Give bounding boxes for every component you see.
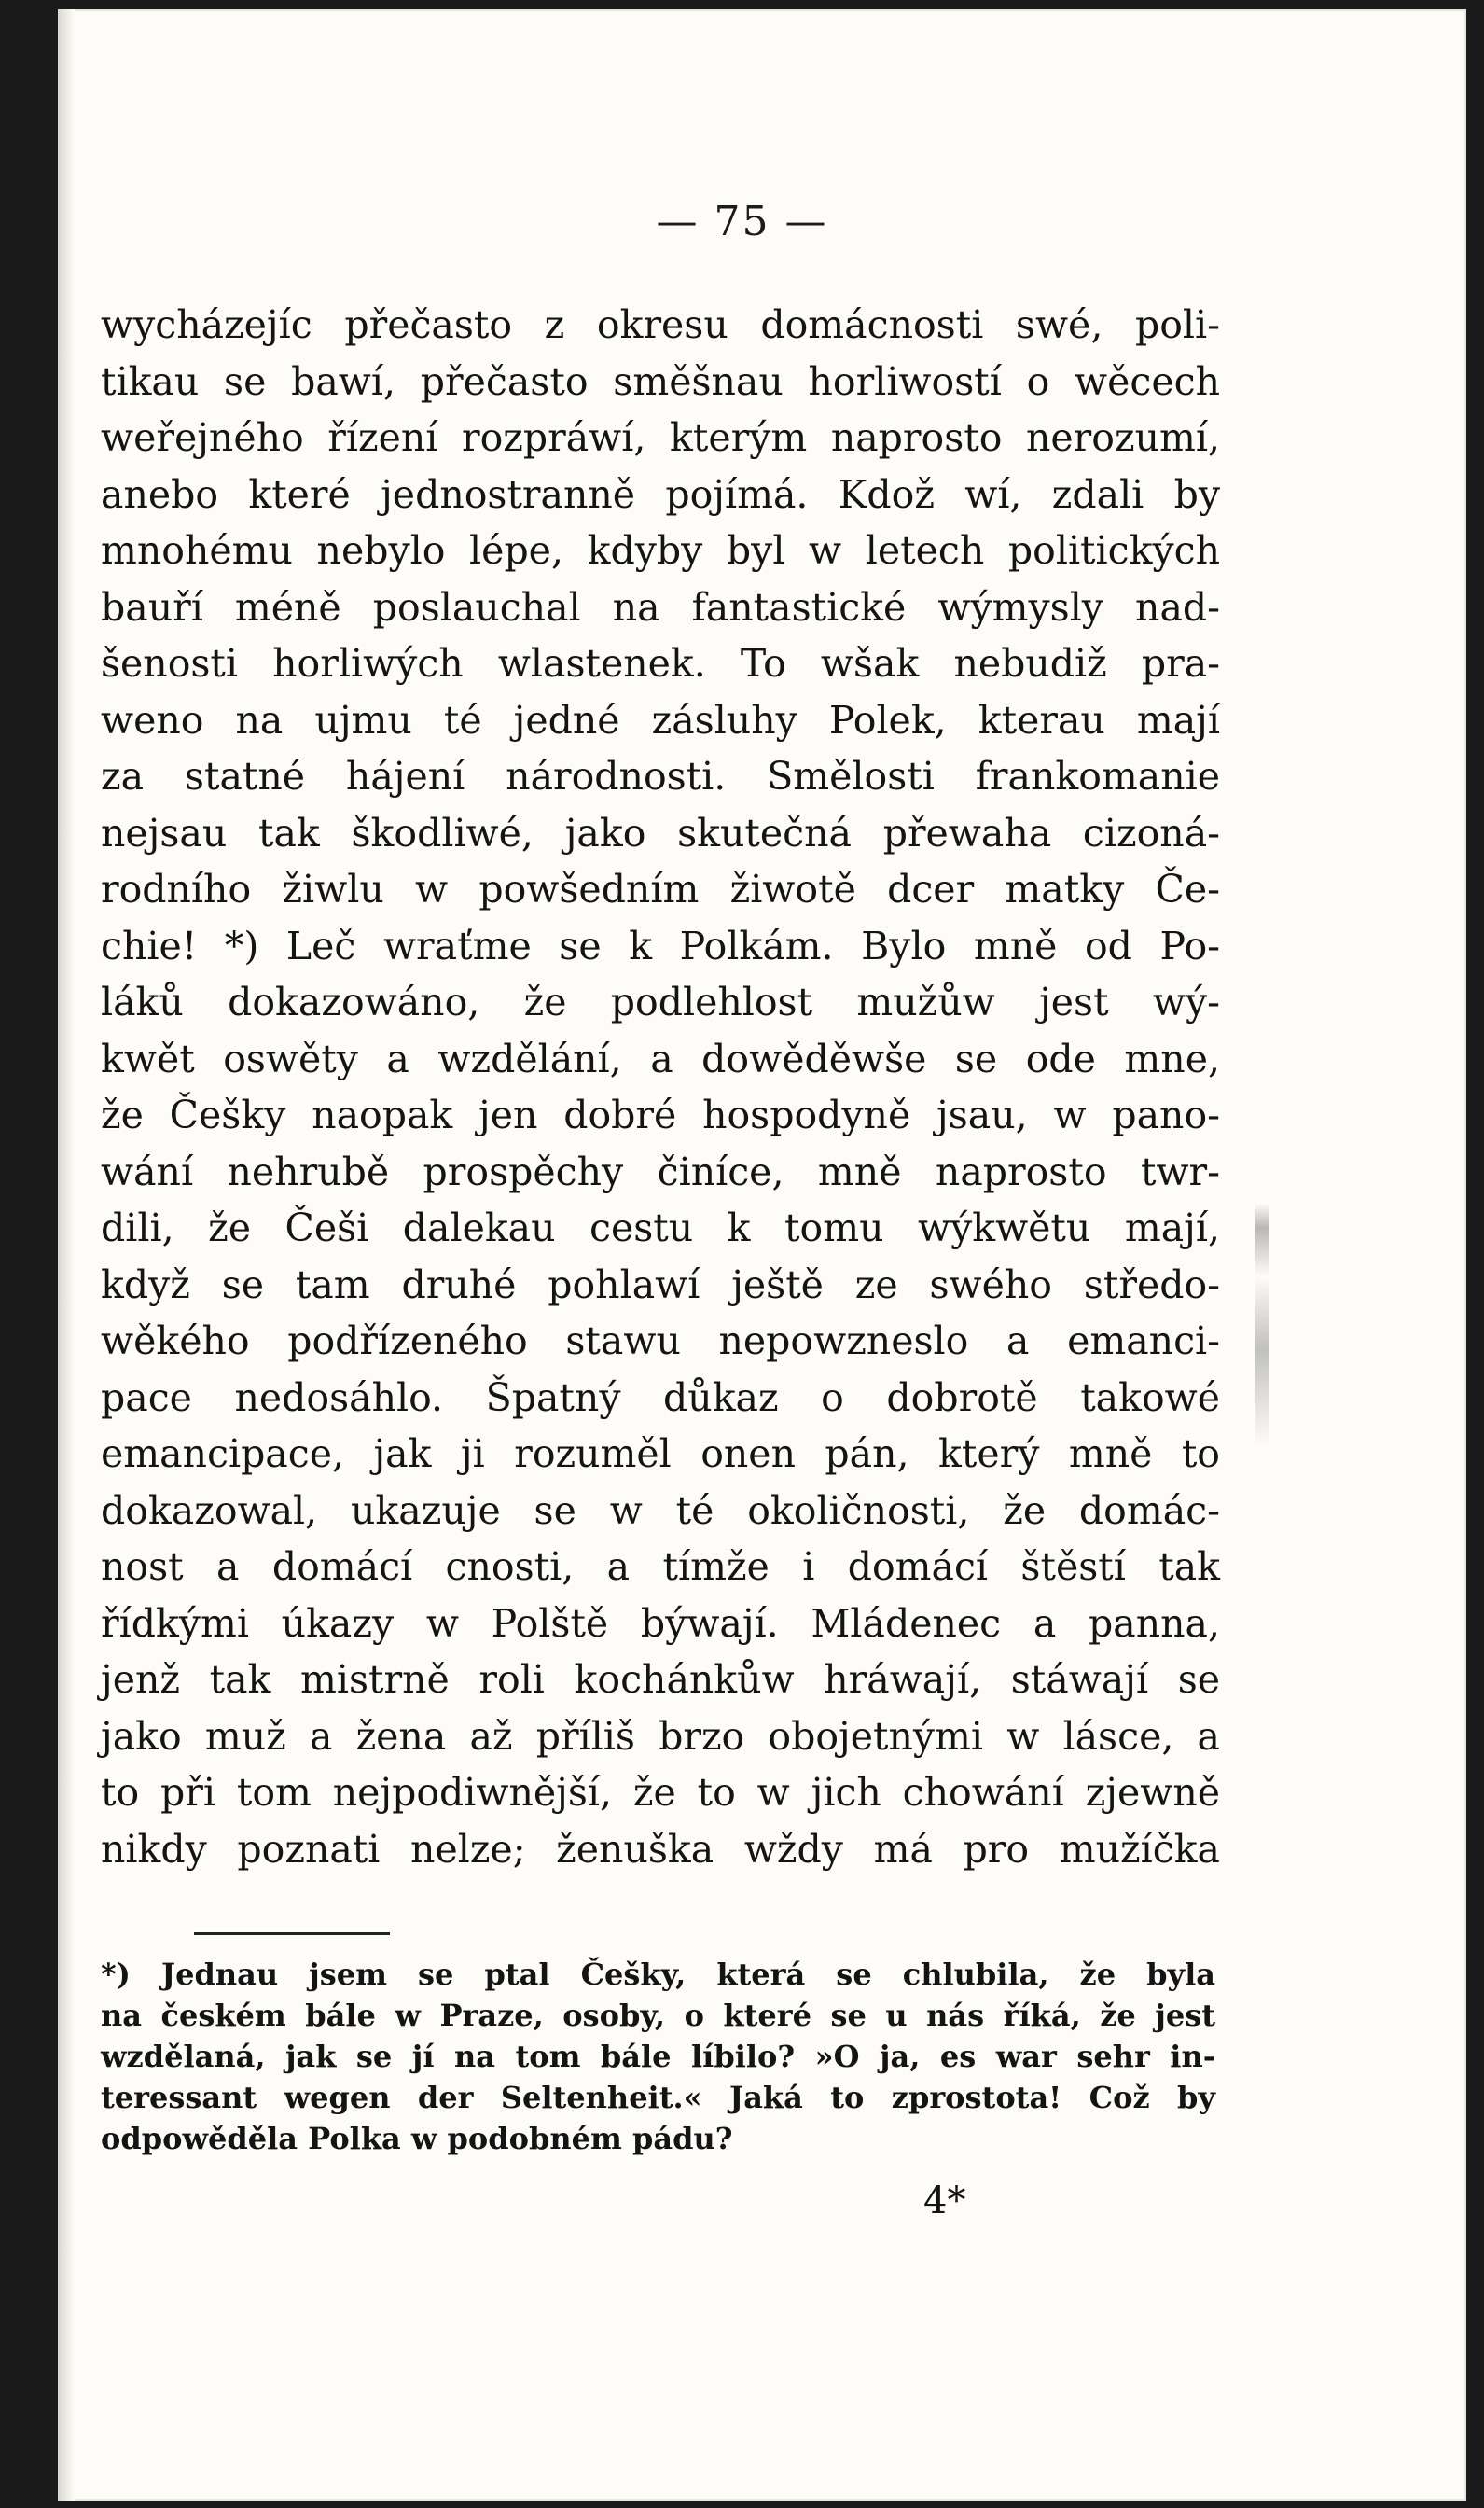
text-line: weřejného řízení rozpráwí, kterým naprosto nerozumí,	[101, 415, 1220, 460]
body-text	[101, 297, 1220, 1877]
footnote-line: *) Jednau jsem se ptal Češky, která se chlubila, že byla	[101, 1957, 1215, 1992]
text-line: řídkými úkazy w Polště býwají. Mládenec a panna,	[101, 1600, 1220, 1646]
text-line: emancipace, jak ji rozuměl onen pán, který mně to	[101, 1431, 1220, 1476]
text-line: wěkého podřízeného stawu nepowzneslo a emanci-	[101, 1318, 1220, 1363]
scan-edge-marks	[1255, 1204, 1269, 1446]
text-line: šenosti horliwých wlastenek. To wšak nebudiž pra-	[101, 641, 1220, 686]
text-line: kwět oswěty a wzdělání, a dowěděwše se ode mne,	[101, 1036, 1220, 1081]
text-line: to při tom nejpodiwnější, že to w jich chowání zjewně	[101, 1770, 1220, 1815]
text-line: když se tam druhé pohlawí ještě ze swého středo-	[101, 1261, 1220, 1307]
footnote-divider	[194, 1932, 390, 1935]
footnote-line: na českém bále w Praze, osoby, o které se u nás říká, že jest	[101, 1998, 1215, 2033]
footnote-line: teressant wegen der Seltenheit.« Jaká to zprostota! Což by	[101, 2080, 1215, 2115]
text-line: dokazowal, ukazuje se w té okoličnosti, že domác-	[101, 1487, 1220, 1533]
text-line: tikau se bawí, přečasto směšnau horliwostí o wěcech	[101, 358, 1220, 404]
text-line: jako muž a žena až příliš brzo obojetnými w lásce, a	[101, 1713, 1220, 1759]
page-number: — 75 —	[656, 198, 828, 245]
text-line: pace nedosáhlo. Špatný důkaz o dobrotě takowé	[101, 1374, 1220, 1420]
page-gutter-shadow	[58, 9, 75, 2501]
text-line: nikdy poznati nelze; ženuška wždy má pro mužíčka	[101, 1826, 1220, 1872]
signature-mark: 4*	[923, 2180, 966, 2222]
text-line: láků dokazowáno, že podlehlost mužůw jest wý-	[101, 980, 1220, 1024]
text-line: nost a domácí cnosti, a tímže i domácí štěstí tak	[101, 1544, 1220, 1589]
text-line: wání nehrubě prospěchy činíce, mně naprosto twr-	[101, 1149, 1220, 1194]
text-line: weno na ujmu té jedné zásluhy Polek, kterau mají	[101, 697, 1220, 743]
text-line: že Češky naopak jen dobré hospodyně jsau, w pano-	[101, 1093, 1220, 1137]
text-line: chie! *) Leč wraťme se k Polkám. Bylo mně od Po-	[101, 923, 1220, 968]
text-line: nejsau tak škodliwé, jako skutečná přewaha cizoná-	[101, 810, 1220, 856]
text-line: wycházejíc přečasto z okresu domácnosti swé, poli-	[101, 302, 1220, 347]
text-line: za statné hájení národnosti. Smělosti frankomanie	[101, 754, 1220, 799]
text-line: mnohému nebylo lépe, kdyby byl w letech politických	[101, 528, 1220, 573]
text-line: dili, že Češi dalekau cestu k tomu wýkwětu mají,	[101, 1205, 1220, 1250]
footnote-line: wzdělaná, jak se jí na tom bále líbilo? »O ja, es war sehr in-	[101, 2039, 1215, 2074]
text-line: jenž tak mistrně roli kochánkůw hráwají, stáwají se	[101, 1657, 1220, 1702]
text-line: anebo které jednostranně pojímá. Kdož wí, zdali by	[101, 471, 1220, 517]
footnote-line: odpowěděla Polka w podobném pádu?	[101, 2121, 733, 2156]
footnote	[101, 1954, 1215, 2159]
text-line: rodního žiwlu w powšedním žiwotě dcer matky Če-	[101, 867, 1220, 912]
text-line: bauří méně poslauchal na fantastické wýmysly nad-	[101, 584, 1220, 630]
